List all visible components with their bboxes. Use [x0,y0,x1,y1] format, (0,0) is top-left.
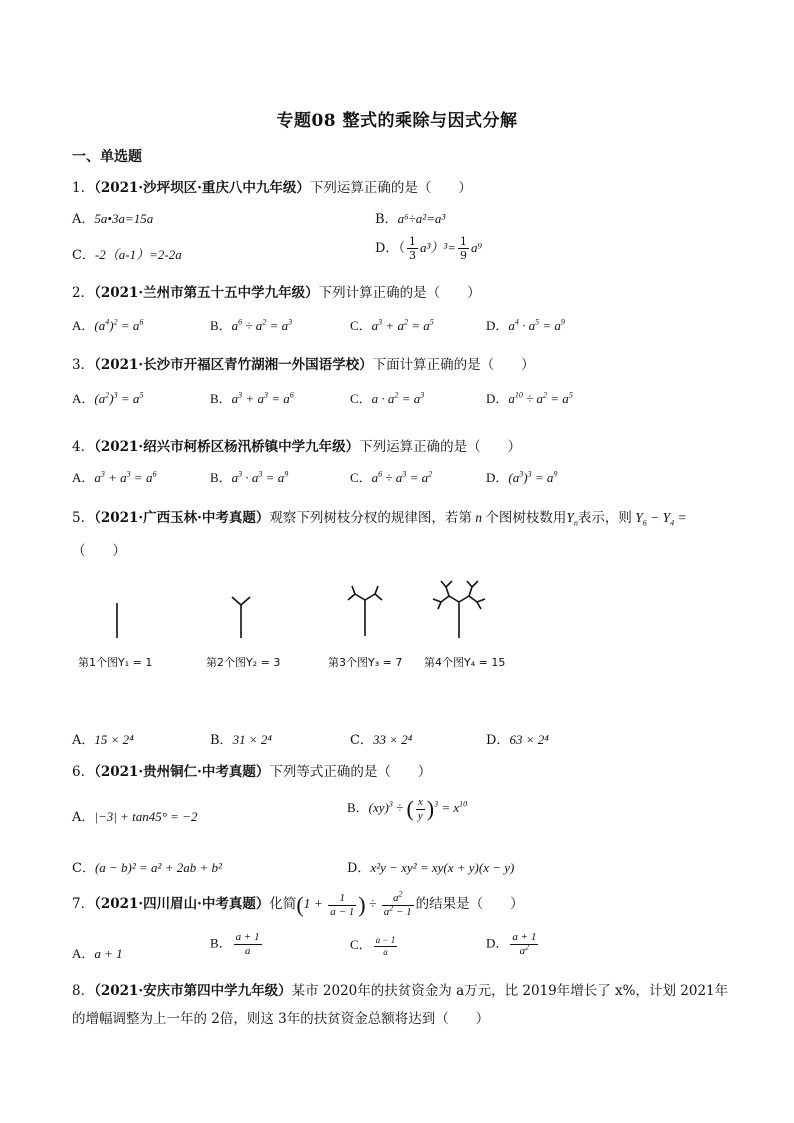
q1-number: 1． [72,180,95,196]
q1-option-b: B．a⁶÷a²=a³ [375,211,446,227]
q5-option-d: D．63 × 2⁴ [486,732,549,748]
q4-option-a: A．$a^3 + a^3 = a^6$ [72,469,157,485]
q5-option-c: C．33 × 2⁴ [350,732,413,748]
question-2: 2．（2021·兰州市第五十五中学九年级）下列计算正确的是（ ） [72,285,481,301]
q8-source: （2021·安庆市第四中学九年级） [94,983,292,999]
q7-option-d: D． $\frac{a + 1}{a^2}$ [486,931,537,957]
tree-diagram [60,578,520,644]
q8-line-2: 的增幅调整为上一年的 2倍，则这 3年的扶贫资金总额将达到（ ） [72,1011,490,1027]
q3-option-b: B．$a^3 + a^3 = a^6$ [210,390,294,406]
q6-option-c: C．(a − b)² = a² + 2ab + b² [72,860,222,876]
q7-source: （2021·四川眉山·中考真题） [94,896,270,913]
q4-option-b: B．$a^3 \cdot a^3 = a^9$ [210,469,289,485]
q5-option-a: A．15 × 2⁴ [72,732,134,748]
question-4: 4．（2021·绍兴市柯桥区杨汛桥镇中学九年级）下列运算正确的是（ ） [72,439,522,455]
q5-source: （2021·广西玉林·中考真题） [94,510,270,526]
q7-option-c: C． $\frac{a - 1}{a}$ [350,934,396,957]
q2-source: （2021·兰州市第五十五中学九年级） [94,285,319,301]
q2-option-d: D．$a^4 \cdot a^5 = a^9$ [486,317,565,333]
q1-option-c: C．-2（a-1）=2-2a [72,247,182,263]
q5-stem-continuation: （ ） [72,543,126,559]
q7-option-b: B． $\frac{a + 1}{a}$ [210,931,260,957]
q3-option-c: C．$a \cdot a^2 = a^3$ [350,390,425,406]
question-7: 7．（2021·四川眉山·中考真题）化简(1 + $\frac{1}{a - 1}$ ) ÷ $\frac{a^2}{a^2 - 1}$ 的结果是（ ） [72,888,524,918]
tree-3 [348,586,382,636]
q1-stem: 下列运算正确的是（ ） [309,180,472,196]
q6-option-b: B．(xy)$^3$ ÷ ( $\frac{x}{y}$ )$^3 = x^{10}$ [347,795,468,822]
page-title: 专题08 整式的乘除与因式分解 [276,111,518,131]
q3-option-d: D．$a^{10} \div a^2 = a^5$ [486,390,573,406]
question-3: 3．（2021·长沙市开福区青竹湖湘一外国语学校）下面计算正确的是（ ） [72,357,535,373]
q6-option-a: A．|−3| + tan45° = −2 [72,809,198,825]
tree-caption-1: 第1个图Y₁ = 1 [78,656,153,669]
question-5: 5．（2021·广西玉林·中考真题）观察下列树枝分杈的规律图，若第 n 个图树枝数用$Y_n$表示，则 $Y_6 - Y_4$ = [72,510,687,528]
q5-option-b: B．31 × 2⁴ [210,732,272,748]
q2-option-c: C．$a^3 + a^2 = a^5$ [350,317,434,333]
q4-source: （2021·绍兴市柯桥区杨汛桥镇中学九年级） [94,439,360,455]
q1-option-a: A．5a•3a=15a [72,211,154,227]
q4-option-d: D．$(a^3)^3 = a^9$ [486,469,558,485]
tree-4 [433,581,485,638]
q4-option-c: C．$a^6 \div a^3 = a^2$ [350,469,433,485]
q7-option-a: A．a + 1 [72,946,123,961]
q3-source: （2021·长沙市开福区青竹湖湘一外国语学校） [94,357,373,373]
q1-option-d: D．（ $\frac{1}{3}$ a³）³= $\frac{1}{9}$ a⁹ [375,235,483,262]
question-1 [72,176,472,196]
q2-option-b: B．$a^6 \div a^2 = a^3$ [210,317,293,333]
tree-caption-3: 第3个图Y₃ = 7 [328,656,403,669]
question-6: 6．（2021·贵州铜仁·中考真题）下列等式正确的是（ ） [72,764,432,780]
q3-option-a: A．$(a^2)^3 = a^5$ [72,390,144,406]
q6-option-d: D．x²y − xy² = xy(x + y)(x − y) [347,860,515,876]
tree-caption-2: 第2个图Y₂ = 3 [206,656,281,669]
q6-source: （2021·贵州铜仁·中考真题） [94,764,270,780]
tree-caption-4: 第4个图Y₄ = 15 [424,656,506,669]
q2-option-a: A．$(a^4)^2 = a^6$ [72,317,144,333]
section-heading: 一、单选题 [72,149,142,165]
tree-2 [232,597,250,638]
q1-source: （2021·沙坪坝区·重庆八中九年级） [94,180,310,196]
question-8: 8．（2021·安庆市第四中学九年级）某市 2020年的扶贫资金为 a万元，比 2019年增长了 x%，计划 2021年 [72,983,729,999]
